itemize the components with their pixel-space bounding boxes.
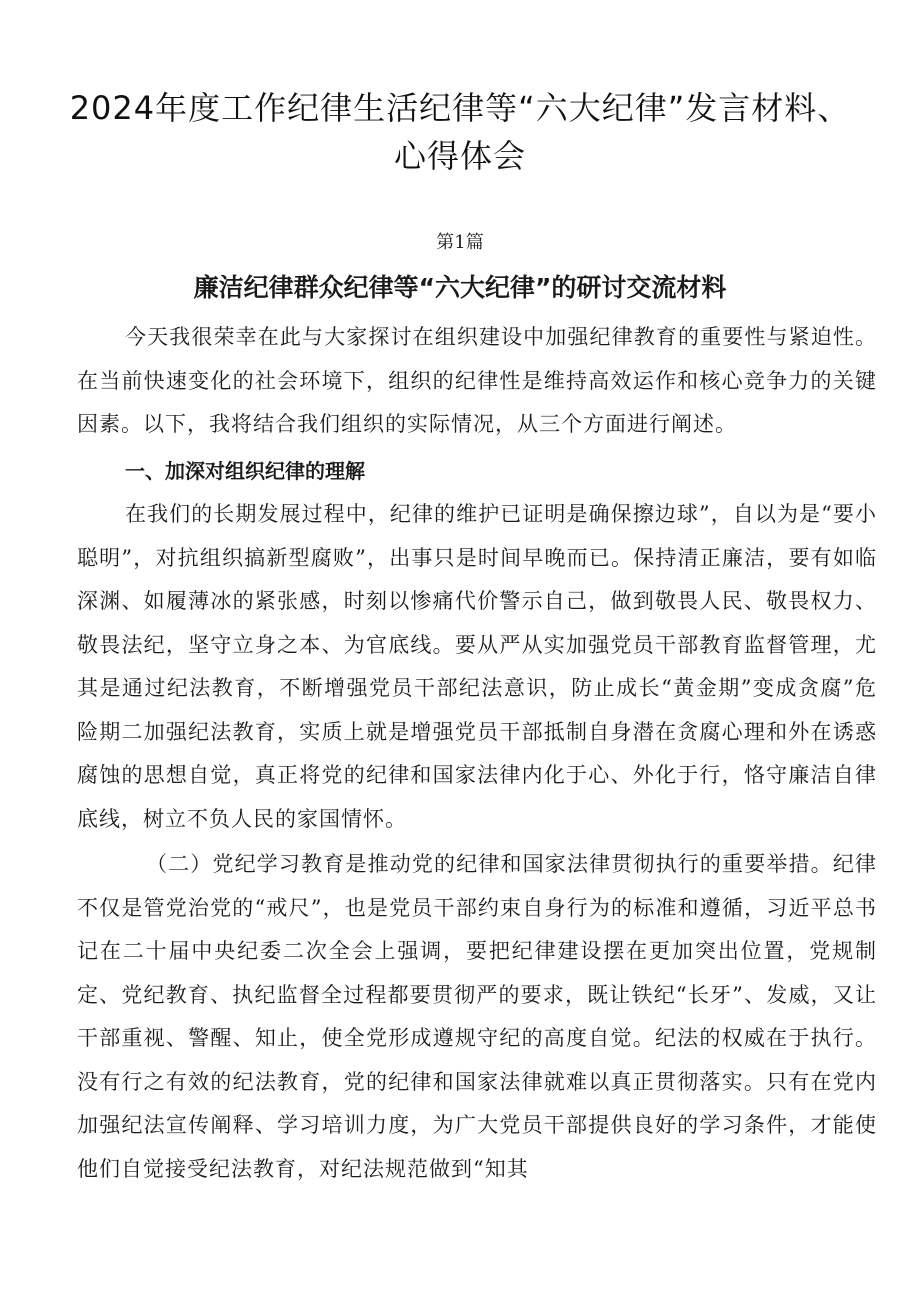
chapter-label: 第1篇 (436, 232, 484, 253)
article-title: 廉洁纪律群众纪律等“六大纪律”的研讨交流材料 (193, 273, 727, 302)
paragraph-party-education: （二）党纪学习教育是推动党的纪律和国家法律贯彻执行的重要举措。纪律不仅是管党治党的“戒尺”，也是党员干部约束自身行为的标准和遵循，习近平总书记在二十届中央纪委二次全会上强调，要把纪律建设摆在更加突出位置，党规制定、党纪教育、执纪监督全过程都要贯彻严的要求，既让铁纪“长牙”、发威，又让干部重视、警醒、知止，使全党形成遵规守纪的高度自觉。纪法的权威在于执行。没有行之有效的纪法教育，党的纪律和国家法律就难以真正贯彻落实。只有在党内加强纪法宣传阐释、学习培训力度，为广大党员干部提供良好的学习条件，才能使他们自觉接受纪法教育，对纪法规范做到“知其 (77, 852, 877, 1181)
paragraph-discipline: 在我们的长期发展过程中，纪律的维护已证明是确保擦边球”，自以为是“要小聪明”，对抗组织搞新型腐败”，出事只是时间早晚而已。保持清正廉洁，要有如临深渊、如履薄冰的紧张感，时刻以惨痛代价警示自己，做到敬畏人民、敬畏权力、敬畏法纪，坚守立身之本、为官底线。要从严从实加强党员干部教育监督管理，尤其是通过纪法教育，不断增强党员干部纪法意识，防止成长“黄金期”变成贪腐”危险期二加强纪法教育，实质上就是增强党员干部抵制自身潜在贪腐心理和外在诱惑腐蚀的思想自觉，真正将党的纪律和国家法律内化于心、外化于行，恪守廉洁自律底线，树立不负人民的家国情怀。 (77, 502, 877, 831)
section-heading: 一、加深对组织纪律的理解 (125, 459, 365, 483)
document-title: 2024年度工作纪律生活纪律等“六大纪律”发言材料、心得体会 (69, 89, 851, 175)
paragraph-intro: 今天我很荣幸在此与大家探讨在组织建设中加强纪律教育的重要性与紧迫性。在当前快速变化的社会环境下，组织的纪律性是维持高效运作和核心竞争力的关键因素。以下，我将结合我们组织的实际情况，从三个方面进行阐述。 (77, 325, 877, 436)
